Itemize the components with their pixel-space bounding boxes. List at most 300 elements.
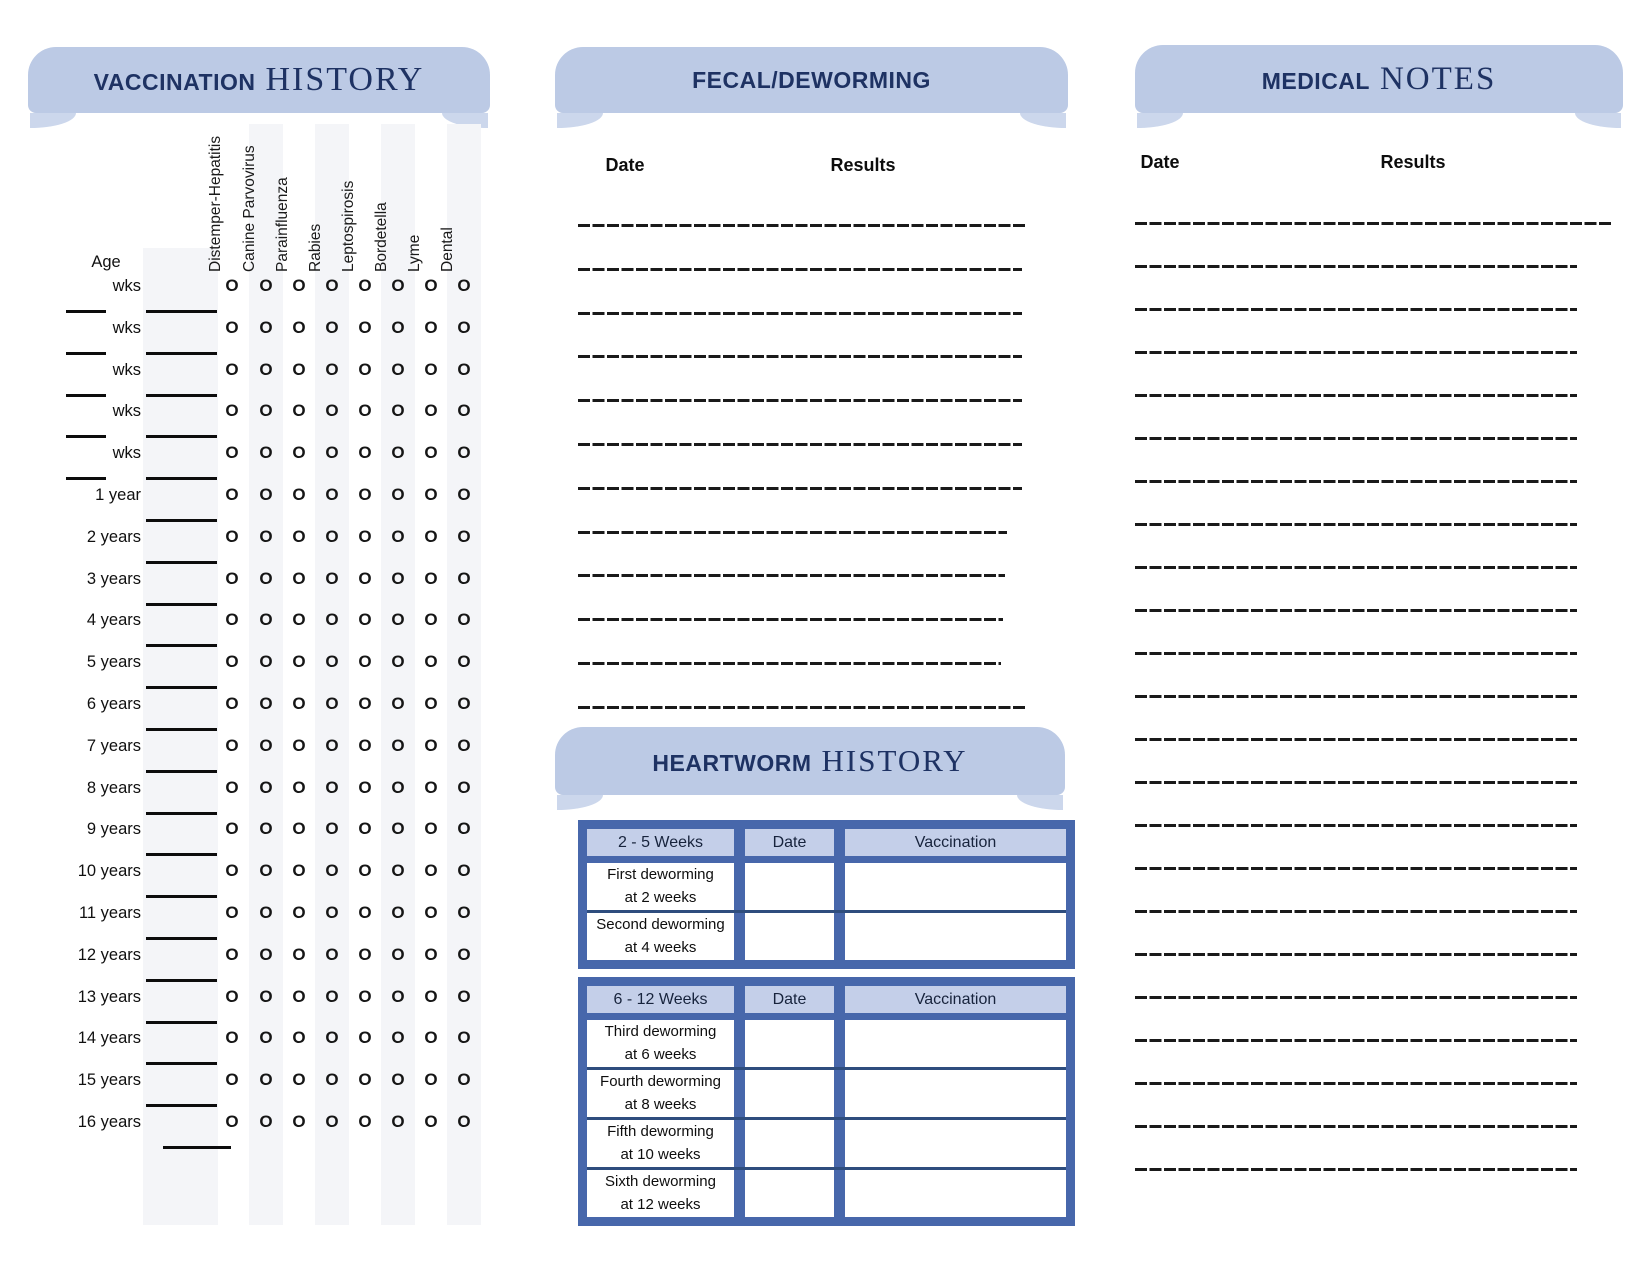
vaccine-check-circle: O [225, 1070, 239, 1089]
heartworm-table-row [587, 910, 1066, 960]
date-blank-line [146, 853, 217, 856]
vaccine-check-circle: O [259, 485, 273, 504]
vaccine-check-circle: O [457, 903, 471, 922]
vaccine-check-circle: O [259, 527, 273, 546]
vaccine-check-circle: O [391, 819, 405, 838]
deworming-label-cell [587, 863, 745, 910]
age-row-label: 8 years [86, 779, 141, 797]
vaccine-check-circle: O [457, 1112, 471, 1131]
fecal-blank-line [578, 312, 1022, 315]
vaccine-check-circle: O [259, 861, 273, 880]
medical-blank-line [1135, 437, 1577, 440]
vaccine-check-circle: O [424, 1070, 438, 1089]
medical-blank-line [1135, 394, 1577, 397]
vaccine-check-circle: O [292, 903, 306, 922]
header-fold-right [1020, 113, 1066, 128]
vaccine-check-circle: O [358, 694, 372, 713]
vaccine-check-circle: O [424, 610, 438, 629]
vaccine-check-circle: O [225, 610, 239, 629]
vaccine-check-circle: O [457, 610, 471, 629]
vaccine-check-circle: O [259, 1070, 273, 1089]
vaccine-check-circle: O [457, 527, 471, 546]
fecal-blank-line [578, 487, 1022, 490]
vaccination-history-header [28, 47, 490, 113]
vaccine-check-circle: O [391, 652, 405, 671]
vaccine-check-circle: O [457, 1028, 471, 1047]
vaccine-check-circle: O [292, 694, 306, 713]
heartworm-header-cell: 2 - 5 Weeks [587, 829, 745, 856]
vaccine-check-circle: O [358, 401, 372, 420]
vaccine-check-circle: O [225, 485, 239, 504]
vaccine-check-circle: O [424, 318, 438, 337]
vaccine-check-circle: O [325, 569, 339, 588]
fecal-deworming-title: FECAL/DEWORMING [692, 66, 931, 93]
vaccine-check-circle: O [292, 485, 306, 504]
date-blank-line [146, 477, 217, 480]
vaccine-check-circle: O [457, 819, 471, 838]
vaccine-check-circle: O [225, 945, 239, 964]
medical-blank-line [1135, 523, 1577, 526]
vaccine-check-circle: O [424, 945, 438, 964]
fecal-blank-line [578, 268, 1022, 271]
deworming-label-line: Second deworming [596, 916, 725, 933]
medical-blank-line [1135, 910, 1577, 913]
fecal-blank-line [578, 662, 1001, 665]
vaccine-check-circle: O [391, 945, 405, 964]
medical-blank-line [1135, 1082, 1577, 1085]
vaccine-check-circle: O [325, 360, 339, 379]
date-blank-line [146, 352, 217, 355]
vaccine-check-circle: O [292, 819, 306, 838]
vaccine-check-circle: O [358, 861, 372, 880]
vaccine-check-circle: O [424, 485, 438, 504]
medical-blank-line [1135, 1125, 1577, 1128]
age-row-label: 7 years [86, 737, 141, 755]
vaccine-check-circle: O [358, 819, 372, 838]
vaccine-check-circle: O [225, 736, 239, 755]
vaccine-column-label: Bordetella [373, 202, 390, 272]
vaccine-check-circle: O [259, 276, 273, 295]
vaccine-check-circle: O [391, 610, 405, 629]
vaccine-check-circle: O [259, 945, 273, 964]
age-row-label: wks [112, 361, 141, 379]
vaccination-title-serif: HISTORY [265, 61, 425, 98]
deworming-label-line: at 6 weeks [624, 1045, 697, 1063]
vaccine-check-circle: O [225, 861, 239, 880]
vaccine-check-circle: O [225, 1112, 239, 1131]
heartworm-table-header-row [587, 986, 1066, 1020]
vaccine-check-circle: O [358, 485, 372, 504]
medical-results-header: Results [1380, 152, 1446, 172]
vaccine-check-circle: O [259, 819, 273, 838]
vaccine-check-circle: O [457, 652, 471, 671]
heartworm-header-cell: Date [745, 986, 845, 1013]
date-blank-line [146, 895, 217, 898]
vaccine-check-circle: O [424, 819, 438, 838]
vaccine-check-circle: O [457, 987, 471, 1006]
deworming-label-line: at 4 weeks [624, 938, 697, 956]
deworming-label-cell [587, 1170, 745, 1217]
vaccine-check-circle: O [391, 1070, 405, 1089]
medical-date-header: Date [1140, 152, 1180, 172]
date-blank-line [146, 1062, 217, 1065]
vaccine-check-circle: O [358, 360, 372, 379]
vaccine-check-circle: O [225, 819, 239, 838]
age-row-label: 5 years [86, 653, 141, 671]
date-blank-line [146, 770, 217, 773]
vaccine-check-circle: O [259, 987, 273, 1006]
vaccine-check-circle: O [292, 360, 306, 379]
vaccine-check-circle: O [292, 276, 306, 295]
medical-blank-line [1135, 867, 1577, 870]
fecal-blank-line [578, 224, 1025, 227]
header-fold-right [1017, 795, 1063, 810]
vaccine-check-circle: O [391, 1112, 405, 1131]
deworming-label-cell [587, 1070, 745, 1117]
vaccination-history-title [94, 61, 425, 99]
deworming-date-cell [745, 863, 845, 910]
vaccine-check-circle: O [457, 945, 471, 964]
vaccine-check-circle: O [292, 1112, 306, 1131]
date-blank-line [146, 686, 217, 689]
vaccine-check-circle: O [225, 318, 239, 337]
vaccine-check-circle: O [391, 736, 405, 755]
vaccine-check-circle: O [391, 360, 405, 379]
deworming-date-cell [745, 913, 845, 960]
vaccine-check-circle: O [358, 1070, 372, 1089]
heartworm-title-serif: HISTORY [821, 743, 968, 778]
vaccine-check-circle: O [325, 652, 339, 671]
age-row-label: 14 years [77, 1029, 141, 1047]
vaccine-check-circle: O [292, 527, 306, 546]
heartworm-history-header [555, 727, 1065, 795]
vaccine-check-circle: O [424, 1112, 438, 1131]
age-row-label: 6 years [86, 695, 141, 713]
age-row-label: 12 years [77, 946, 141, 964]
vaccine-check-circle: O [391, 778, 405, 797]
vaccine-check-circle: O [292, 778, 306, 797]
heartworm-table-row [587, 1167, 1066, 1217]
vaccine-check-circle: O [358, 652, 372, 671]
age-row-label: 16 years [77, 1113, 141, 1131]
vaccine-check-circle: O [292, 652, 306, 671]
header-fold-left [557, 795, 603, 810]
age-blank-line [66, 352, 106, 355]
deworming-date-cell [745, 1170, 845, 1217]
vaccine-check-circle: O [225, 652, 239, 671]
vaccine-check-circle: O [391, 443, 405, 462]
deworming-label-line: at 10 weeks [620, 1145, 701, 1163]
deworming-label-line: Sixth deworming [605, 1173, 716, 1190]
vaccine-check-circle: O [259, 778, 273, 797]
vaccine-check-circle: O [457, 443, 471, 462]
vaccine-check-circle: O [259, 610, 273, 629]
date-blank-line [146, 519, 217, 522]
vaccine-check-circle: O [424, 401, 438, 420]
vaccine-check-circle: O [424, 694, 438, 713]
vaccine-check-circle: O [391, 1028, 405, 1047]
vaccine-check-circle: O [325, 1028, 339, 1047]
deworming-label-line: Third deworming [604, 1023, 717, 1040]
date-blank-line [146, 1021, 217, 1024]
vaccine-check-circle: O [358, 736, 372, 755]
vaccine-check-circle: O [225, 903, 239, 922]
vaccine-check-circle: O [325, 1112, 339, 1131]
deworming-vaccination-cell [845, 913, 1066, 960]
deworming-label-line: at 2 weeks [624, 888, 697, 906]
age-row-label: wks [112, 277, 141, 295]
vaccine-check-circle: O [391, 903, 405, 922]
vaccine-check-circle: O [358, 1112, 372, 1131]
vaccine-check-circle: O [259, 318, 273, 337]
vaccine-check-circle: O [292, 987, 306, 1006]
vaccine-check-circle: O [259, 569, 273, 588]
deworming-label-cell [587, 1020, 745, 1067]
vaccine-check-circle: O [225, 443, 239, 462]
deworming-label-line: at 8 weeks [624, 1095, 697, 1113]
medical-blank-line [1135, 1168, 1577, 1171]
vaccine-check-circle: O [325, 987, 339, 1006]
vaccine-check-circle: O [292, 736, 306, 755]
deworming-label-line: at 12 weeks [620, 1195, 701, 1213]
vaccine-check-circle: O [325, 401, 339, 420]
deworming-vaccination-cell [845, 1170, 1066, 1217]
vaccine-check-circle: O [391, 401, 405, 420]
date-blank-line [146, 644, 217, 647]
vaccination-title-bold: VACCINATION [93, 69, 256, 95]
vaccine-column-label: Canine Parvovirus [241, 145, 258, 272]
vaccine-check-circle: O [225, 276, 239, 295]
fecal-blank-line [578, 355, 1022, 358]
vaccine-check-circle: O [391, 987, 405, 1006]
age-row-label: 15 years [77, 1071, 141, 1089]
date-blank-line [146, 1104, 217, 1107]
deworming-label-line: Fifth deworming [607, 1123, 714, 1140]
medical-blank-line [1135, 738, 1577, 741]
vaccine-check-circle: O [457, 318, 471, 337]
vaccine-check-circle: O [259, 1028, 273, 1047]
vaccine-check-circle: O [391, 569, 405, 588]
vaccine-check-circle: O [424, 569, 438, 588]
age-row-label: wks [112, 444, 141, 462]
vaccine-column-label: Lyme [406, 234, 423, 272]
vaccine-check-circle: O [391, 527, 405, 546]
vaccine-check-circle: O [292, 861, 306, 880]
medical-blank-line [1135, 265, 1577, 268]
fecal-blank-line [578, 531, 1007, 534]
vaccine-check-circle: O [325, 610, 339, 629]
heartworm-header-cell: Vaccination [914, 834, 997, 851]
medical-blank-line [1135, 1039, 1577, 1042]
age-blank-line [66, 435, 106, 438]
vaccine-check-circle: O [225, 569, 239, 588]
vaccine-check-circle: O [259, 652, 273, 671]
vaccine-check-circle: O [358, 778, 372, 797]
vaccine-column-label: Distemper-Hepatitis [207, 135, 224, 272]
age-blank-line [66, 394, 106, 397]
header-fold-left [30, 113, 76, 128]
vaccine-check-circle: O [424, 527, 438, 546]
vaccine-column-label: Dental [439, 227, 456, 272]
vaccine-check-circle: O [225, 1028, 239, 1047]
fecal-results-header: Results [830, 155, 896, 175]
heartworm-table-header-row [587, 829, 1066, 863]
vaccine-check-circle: O [424, 276, 438, 295]
deworming-date-cell [745, 1020, 845, 1067]
deworming-label-cell [587, 913, 745, 960]
vaccine-check-circle: O [358, 610, 372, 629]
vaccine-check-circle: O [457, 1070, 471, 1089]
vaccine-check-circle: O [457, 569, 471, 588]
vaccine-check-circle: O [292, 1028, 306, 1047]
fecal-blank-line [578, 399, 1022, 402]
vaccine-check-circle: O [325, 485, 339, 504]
vaccine-check-circle: O [292, 569, 306, 588]
vaccine-check-circle: O [292, 1070, 306, 1089]
medical-blank-line [1135, 609, 1577, 612]
date-blank-line [146, 394, 217, 397]
heartworm-header-cell: 6 - 12 Weeks [587, 986, 745, 1013]
medical-blank-line [1135, 996, 1577, 999]
vaccine-check-circle: O [391, 485, 405, 504]
vaccine-check-circle: O [325, 903, 339, 922]
date-blank-line [146, 310, 217, 313]
vaccine-check-circle: O [325, 1070, 339, 1089]
vaccine-check-circle: O [424, 652, 438, 671]
vaccine-check-circle: O [259, 360, 273, 379]
age-row-label: 13 years [77, 988, 141, 1006]
vaccine-check-circle: O [391, 861, 405, 880]
vaccine-check-circle: O [358, 569, 372, 588]
medical-blank-line [1135, 953, 1577, 956]
medical-blank-line [1135, 351, 1577, 354]
vaccine-check-circle: O [325, 694, 339, 713]
heartworm-header-cell: Date [745, 829, 845, 856]
vaccine-check-circle: O [225, 360, 239, 379]
vaccine-check-circle: O [358, 1028, 372, 1047]
vaccine-check-circle: O [325, 861, 339, 880]
vaccine-check-circle: O [325, 318, 339, 337]
vaccine-check-circle: O [457, 694, 471, 713]
deworming-vaccination-cell [845, 863, 1066, 910]
medical-blank-line [1135, 781, 1577, 784]
vaccine-check-circle: O [391, 318, 405, 337]
vaccine-column-label: Parainfluenza [274, 177, 291, 272]
age-blank-line [66, 477, 106, 480]
age-row-label: 1 year [95, 486, 141, 504]
vaccine-check-circle: O [292, 443, 306, 462]
vaccine-column-label: Leptospirosis [340, 180, 357, 272]
medical-blank-line [1135, 652, 1577, 655]
age-column-header: Age [91, 253, 121, 271]
age-row-label: wks [112, 319, 141, 337]
header-fold-left [557, 113, 603, 128]
vaccine-check-circle: O [424, 360, 438, 379]
vaccine-check-circle: O [391, 694, 405, 713]
age-row-label: wks [112, 402, 141, 420]
medical-blank-line [1135, 308, 1577, 311]
vaccine-check-circle: O [225, 778, 239, 797]
vaccine-column-label: Rabies [307, 223, 324, 272]
vaccine-check-circle: O [424, 861, 438, 880]
heartworm-header-cell: Vaccination [914, 991, 997, 1008]
vaccine-check-circle: O [424, 987, 438, 1006]
age-row-label: 11 years [78, 904, 141, 922]
vaccine-check-circle: O [358, 318, 372, 337]
vaccine-check-circle: O [292, 945, 306, 964]
vaccine-check-circle: O [259, 401, 273, 420]
vaccine-check-circle: O [457, 401, 471, 420]
date-blank-line [146, 728, 217, 731]
vaccine-check-circle: O [391, 276, 405, 295]
vaccine-check-circle: O [457, 861, 471, 880]
vaccine-check-circle: O [325, 276, 339, 295]
fecal-blank-line [578, 706, 1025, 709]
deworming-vaccination-cell [845, 1120, 1066, 1167]
heartworm-title-bold: HEARTWORM [652, 750, 812, 776]
medical-title-bold: MEDICAL [1261, 67, 1370, 94]
header-fold-left [1137, 113, 1183, 128]
vaccine-check-circle: O [424, 1028, 438, 1047]
heartworm-table-row [587, 1117, 1066, 1167]
medical-blank-line [1135, 824, 1577, 827]
vaccine-check-circle: O [424, 736, 438, 755]
vaccine-check-circle: O [358, 945, 372, 964]
medical-blank-line [1135, 695, 1577, 698]
fecal-blank-line [578, 443, 1022, 446]
fecal-deworming-header [555, 47, 1068, 113]
vaccine-check-circle: O [292, 610, 306, 629]
vaccine-check-circle: O [325, 778, 339, 797]
date-blank-line [146, 435, 217, 438]
vaccine-check-circle: O [325, 736, 339, 755]
vaccine-check-circle: O [457, 778, 471, 797]
medical-title-serif: NOTES [1379, 60, 1497, 97]
deworming-vaccination-cell [845, 1070, 1066, 1117]
medical-notes-header [1135, 45, 1623, 113]
fecal-blank-line [578, 618, 1003, 621]
age-blank-line [66, 310, 106, 313]
deworming-date-cell [745, 1120, 845, 1167]
deworming-label-line: First deworming [607, 866, 714, 883]
deworming-label-line: Fourth deworming [600, 1073, 721, 1090]
age-row-label: 2 years [86, 528, 141, 546]
vaccine-check-circle: O [358, 276, 372, 295]
date-blank-line [146, 603, 217, 606]
vaccine-check-circle: O [225, 694, 239, 713]
medical-blank-line [1135, 480, 1577, 483]
vaccine-check-circle: O [225, 401, 239, 420]
vaccine-check-circle: O [225, 987, 239, 1006]
vaccine-check-circle: O [259, 694, 273, 713]
vaccine-check-circle: O [292, 318, 306, 337]
vaccine-check-circle: O [457, 736, 471, 755]
fecal-blank-line [578, 574, 1005, 577]
age-row-label: 10 years [77, 862, 141, 880]
vaccine-check-circle: O [259, 903, 273, 922]
vaccine-check-circle: O [358, 443, 372, 462]
vaccine-check-circle: O [424, 903, 438, 922]
vaccine-check-circle: O [424, 443, 438, 462]
vaccine-check-circle: O [457, 360, 471, 379]
medical-blank-line [1135, 222, 1613, 225]
date-blank-line [146, 561, 217, 564]
date-blank-line [163, 1146, 231, 1149]
date-blank-line [146, 812, 217, 815]
vaccine-check-circle: O [457, 485, 471, 504]
date-blank-line [146, 937, 217, 940]
vaccine-check-circle: O [358, 903, 372, 922]
